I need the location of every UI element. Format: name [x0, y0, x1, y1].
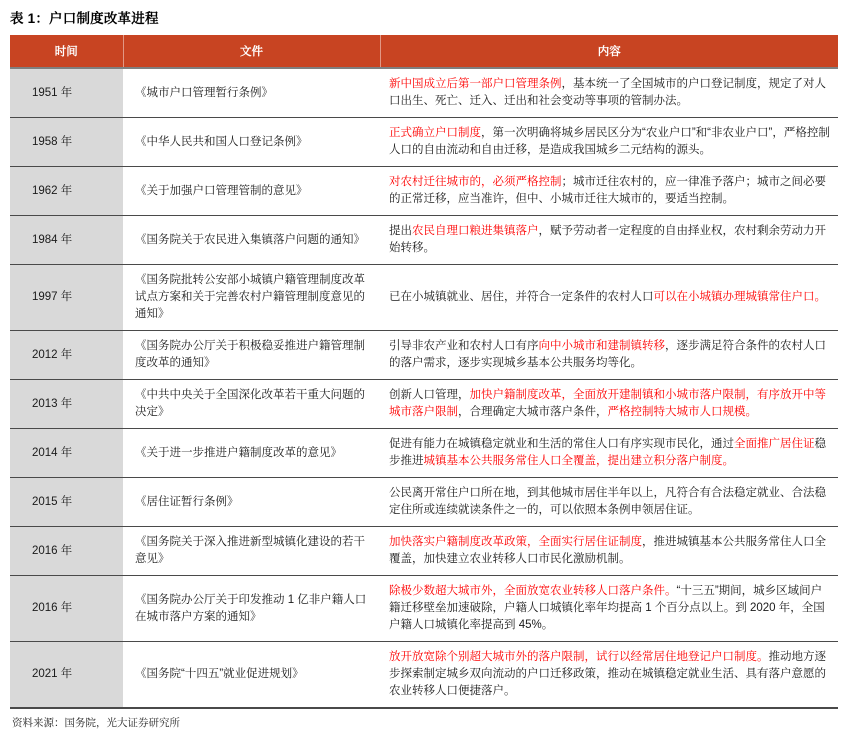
table-row [10, 331, 838, 380]
content-cell [380, 265, 838, 331]
file-cell: 《国务院关于深入推进新型城镇化建设的若干意见》 [135, 536, 365, 566]
content-text: ，赋予劳动者一定程度的自由择业权，农村剩余劳动力开始转移。 [389, 225, 826, 255]
year-cell: 1962 年 [10, 167, 123, 216]
file-cell: 《国务院关于农民进入集镇落户问题的通知》 [135, 233, 365, 246]
table-row [10, 576, 838, 642]
table-row [10, 216, 838, 265]
highlight-text: 正式确立户口制度 [389, 127, 481, 140]
year-cell: 2016 年 [10, 527, 123, 576]
content-text: 创新人口管理， [389, 389, 470, 402]
file-cell: 《国务院办公厅关于印发推动 1 亿非户籍人口在城市落户方案的通知》 [135, 593, 367, 623]
file-cell: 《国务院“十四五”就业促进规划》 [135, 668, 304, 681]
header-row [10, 35, 838, 68]
content-text: 促进有能力在城镇稳定就业和生活的常住人口有序实现市民化，通过 [389, 438, 734, 451]
content-text: 提出 [389, 225, 412, 238]
file-cell: 《中华人民共和国人口登记条例》 [135, 135, 308, 148]
year-cell: 2021 年 [10, 642, 123, 709]
content-cell [380, 527, 838, 576]
year-cell: 2014 年 [10, 429, 123, 478]
table-row [10, 478, 838, 527]
highlight-text: 农民自理口粮进集镇落户 [412, 225, 539, 238]
year-cell: 1951 年 [10, 68, 123, 118]
header-cell-time: 时间 [10, 35, 123, 68]
year-cell: 2013 年 [10, 380, 123, 429]
content-text: 已在小城镇就业、居住，并符合一定条件的农村人口 [389, 291, 654, 304]
year-cell: 2016 年 [10, 576, 123, 642]
year-cell: 1984 年 [10, 216, 123, 265]
content-cell [380, 576, 838, 642]
content-text: “十三五”期间，城乡区域间户籍迁移壁垒加速破除，户籍人口城镇化率年均提高 1 个百分点以上。到 2020 年，全国户籍人口城镇化率提高到 45%。 [389, 585, 825, 632]
year-cell: 1997 年 [10, 265, 123, 331]
highlight-text: 加快户籍制度改革，全面放开建制镇和小城市落户限制，有序放开中等城市落户限制 [389, 389, 826, 419]
file-cell: 《国务院办公厅关于积极稳妥推进户籍管理制度改革的通知》 [135, 340, 365, 370]
content-text: 推动地方逐步探索制定城乡双向流动的户口迁移政策，推动在城镇稳定就业生活、具有落户意愿的农业转移人口便捷落户。 [389, 651, 826, 698]
file-cell: 《关于加强户口管理管制的意见》 [135, 184, 308, 197]
policy-table [10, 35, 838, 709]
highlight-text: 对农村迁往城市的，必须严格控制 [389, 176, 562, 189]
highlight-text: 加快落实户籍制度改革政策，全面实行居住证制度 [389, 536, 642, 549]
highlight-text: 全面推广居住证 [734, 438, 815, 451]
highlight-text: 新中国成立后第一部户口管理条例 [389, 78, 562, 90]
highlight-text: 严格控制特大城市人口规模。 [607, 406, 757, 419]
year-cell: 2012 年 [10, 331, 123, 380]
file-cell: 《城市户口管理暂行条例》 [135, 86, 273, 99]
highlight-text: 城镇基本公共服务常住人口全覆盖，提出建立积分落户制度。 [423, 455, 734, 468]
content-cell [380, 331, 838, 380]
content-cell [380, 167, 838, 216]
content-text: ，逐步满足符合条件的农村人口的落户需求，逐步实现城乡基本公共服务均等化。 [389, 340, 826, 370]
content-cell [380, 380, 838, 429]
year-cell: 1958 年 [10, 118, 123, 167]
content-text: 公民离开常住户口所在地，到其他城市居住半年以上，凡符合有合法稳定就业、合法稳定住所或连续就读条件之一的，可以依照本条例申领居住证。 [389, 487, 826, 517]
content-text: ，基本统一了全国城市的户口登记制度，规定了对人口出生、死亡、迁入、迁出和社会变动等事项的管制办法。 [389, 78, 826, 108]
table-row [10, 642, 838, 709]
table-row [10, 527, 838, 576]
content-text: ，第一次明确将城乡居民区分为“农业户口”和“非农业户口”，严格控制人口的自由流动和自由迁移，是造成我国城乡二元结构的源头。 [389, 127, 830, 157]
highlight-text: 除极少数超大城市外，全面放宽农业转移人口落户条件。 [389, 585, 677, 598]
highlight-text: 可以在小城镇办理城镇常住户口。 [653, 291, 826, 304]
content-cell [380, 216, 838, 265]
content-text: ；城市迁往农村的，应一律准予落户；城市之间必要的正常迁移，应当准许，但中、小城市迁往大城市的，要适当控制。 [389, 176, 826, 206]
header-cell-file: 文件 [123, 35, 380, 68]
highlight-text: 放开放宽除个别超大城市外的落户限制，试行以经常居住地登记户口制度。 [389, 651, 769, 664]
table-header [10, 35, 838, 68]
table-row [10, 68, 838, 118]
content-cell [380, 478, 838, 527]
file-cell: 《国务院批转公安部小城镇户籍管理制度改革试点方案和关于完善农村户籍管理制度意见的通知》 [135, 274, 365, 321]
table-row [10, 380, 838, 429]
content-cell [380, 118, 838, 167]
content-cell [380, 642, 838, 709]
header-cell-content: 内容 [380, 35, 838, 68]
file-cell: 《居住证暂行条例》 [135, 495, 239, 508]
file-cell: 《关于进一步推进户籍制度改革的意见》 [135, 446, 342, 459]
source-note: 资料来源：国务院，光大证券研究所 [12, 717, 180, 730]
table-row [10, 265, 838, 331]
table-row [10, 167, 838, 216]
content-text: 引导非农产业和农村人口有序 [389, 340, 539, 353]
content-text: 稳步推进 [389, 438, 826, 468]
content-cell [380, 68, 838, 118]
table-row [10, 118, 838, 167]
table-body [10, 68, 838, 708]
highlight-text: 向中小城市和建制镇转移 [538, 340, 665, 353]
table-row [10, 429, 838, 478]
content-text: ，推进城镇基本公共服务常住人口全覆盖，加快建立农业转移人口市民化激励机制。 [389, 536, 826, 566]
content-text: ，合理确定大城市落户条件， [458, 406, 608, 419]
year-cell: 2015 年 [10, 478, 123, 527]
table-title: 表 1：户口制度改革进程 [10, 11, 159, 26]
file-cell: 《中共中央关于全国深化改革若干重大问题的决定》 [135, 389, 365, 419]
content-cell [380, 429, 838, 478]
